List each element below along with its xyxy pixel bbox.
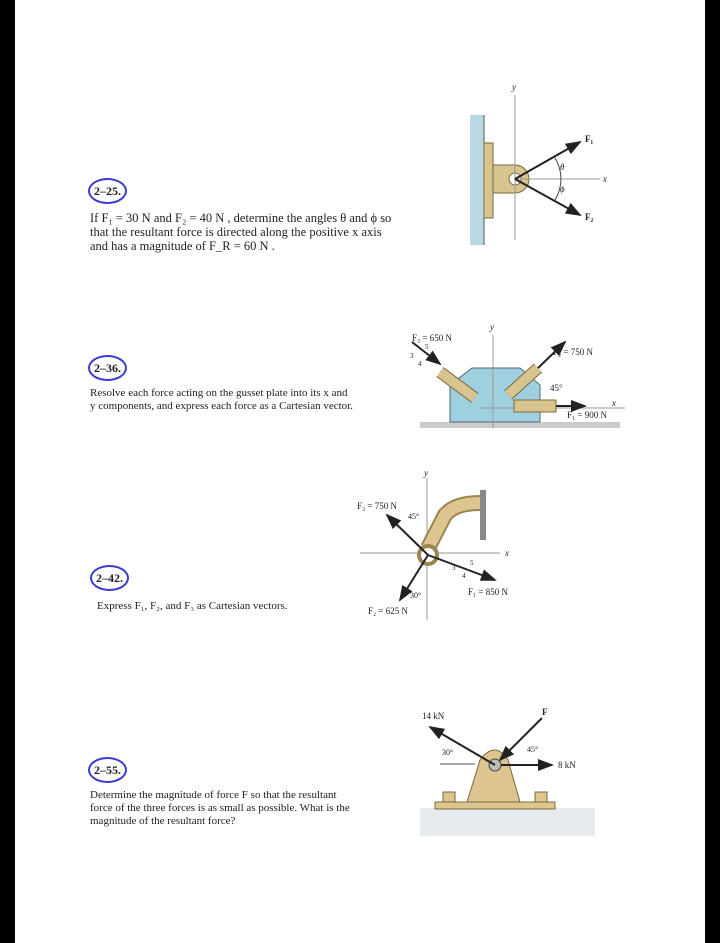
text-line: force of the three forces is as small as possible. What is the xyxy=(90,802,350,814)
problem-number: 2–55. xyxy=(88,757,127,783)
force-label-f: F xyxy=(542,707,548,717)
force-label-8kn: 8 kN xyxy=(558,760,576,770)
angle-45: 45° xyxy=(408,512,420,521)
problem-number: 2–25. xyxy=(88,178,127,204)
slope-5: 5 xyxy=(470,559,474,567)
axis-label-x: x xyxy=(603,174,607,184)
axis-label-y: y xyxy=(424,468,428,478)
axis-label-x: x xyxy=(505,548,509,558)
text-line: magnitude of the resultant force? xyxy=(90,815,236,827)
text-line: y components, and express each force as a Cartesian vector. xyxy=(90,400,353,412)
force-label-f2: F₂ = 750 N xyxy=(553,347,593,357)
axis-label-x: x xyxy=(612,398,616,408)
angle-30: 30° xyxy=(442,748,454,757)
text-line: Determine the magnitude of force F so that the resultant xyxy=(90,789,337,801)
force-label-f1: F₁ xyxy=(585,134,594,144)
slope-4: 4 xyxy=(462,572,466,580)
text-line: If F₁ = 30 N and F₂ = 40 N , determine the angles θ and ϕ so xyxy=(90,211,392,225)
force-label-f2: F₂ xyxy=(585,212,594,222)
slope-4: 4 xyxy=(418,360,422,368)
slope-5: 5 xyxy=(425,343,429,351)
force-label-14kn: 14 kN xyxy=(422,711,445,721)
force-label-f1: F₁ = 850 N xyxy=(468,587,508,597)
document-page xyxy=(15,0,705,943)
figure-2-42 xyxy=(340,470,540,620)
force-label-f3: F₃ = 750 N xyxy=(357,501,397,511)
problem-text xyxy=(97,600,288,613)
problem-number: 2–36. xyxy=(88,355,127,381)
angle-label: 45° xyxy=(550,383,563,393)
force-label-f3: F₃ = 650 N xyxy=(412,333,452,343)
force-label-f1: F₁ = 900 N xyxy=(567,410,607,420)
text-line: Resolve each force acting on the gusset plate into its x and xyxy=(90,387,348,399)
angle-theta: θ xyxy=(560,162,565,172)
text-line: Express F₁, F₂, and F₃ as Cartesian vectors. xyxy=(97,600,288,612)
problem-number: 2–42. xyxy=(90,565,129,591)
slope-3: 3 xyxy=(410,352,414,360)
slope-3: 3 xyxy=(452,564,456,572)
figure-2-36 xyxy=(400,322,630,430)
problem-text xyxy=(90,387,353,413)
axis-label-y: y xyxy=(512,82,516,92)
figure-2-25 xyxy=(470,80,620,250)
problem-text xyxy=(90,211,391,253)
axis-label-y: y xyxy=(490,322,494,332)
force-label-f2: F₂ = 625 N xyxy=(368,606,408,616)
text-line: and has a magnitude of F_R = 60 N . xyxy=(90,239,275,253)
angle-phi: ϕ xyxy=(560,184,565,194)
problem-text xyxy=(90,789,350,828)
angle-30: 30° xyxy=(410,591,422,600)
figure-2-55 xyxy=(400,690,600,840)
text-line: that the resultant force is directed along the positive x axis xyxy=(90,225,382,239)
angle-45: 45° xyxy=(527,745,539,754)
